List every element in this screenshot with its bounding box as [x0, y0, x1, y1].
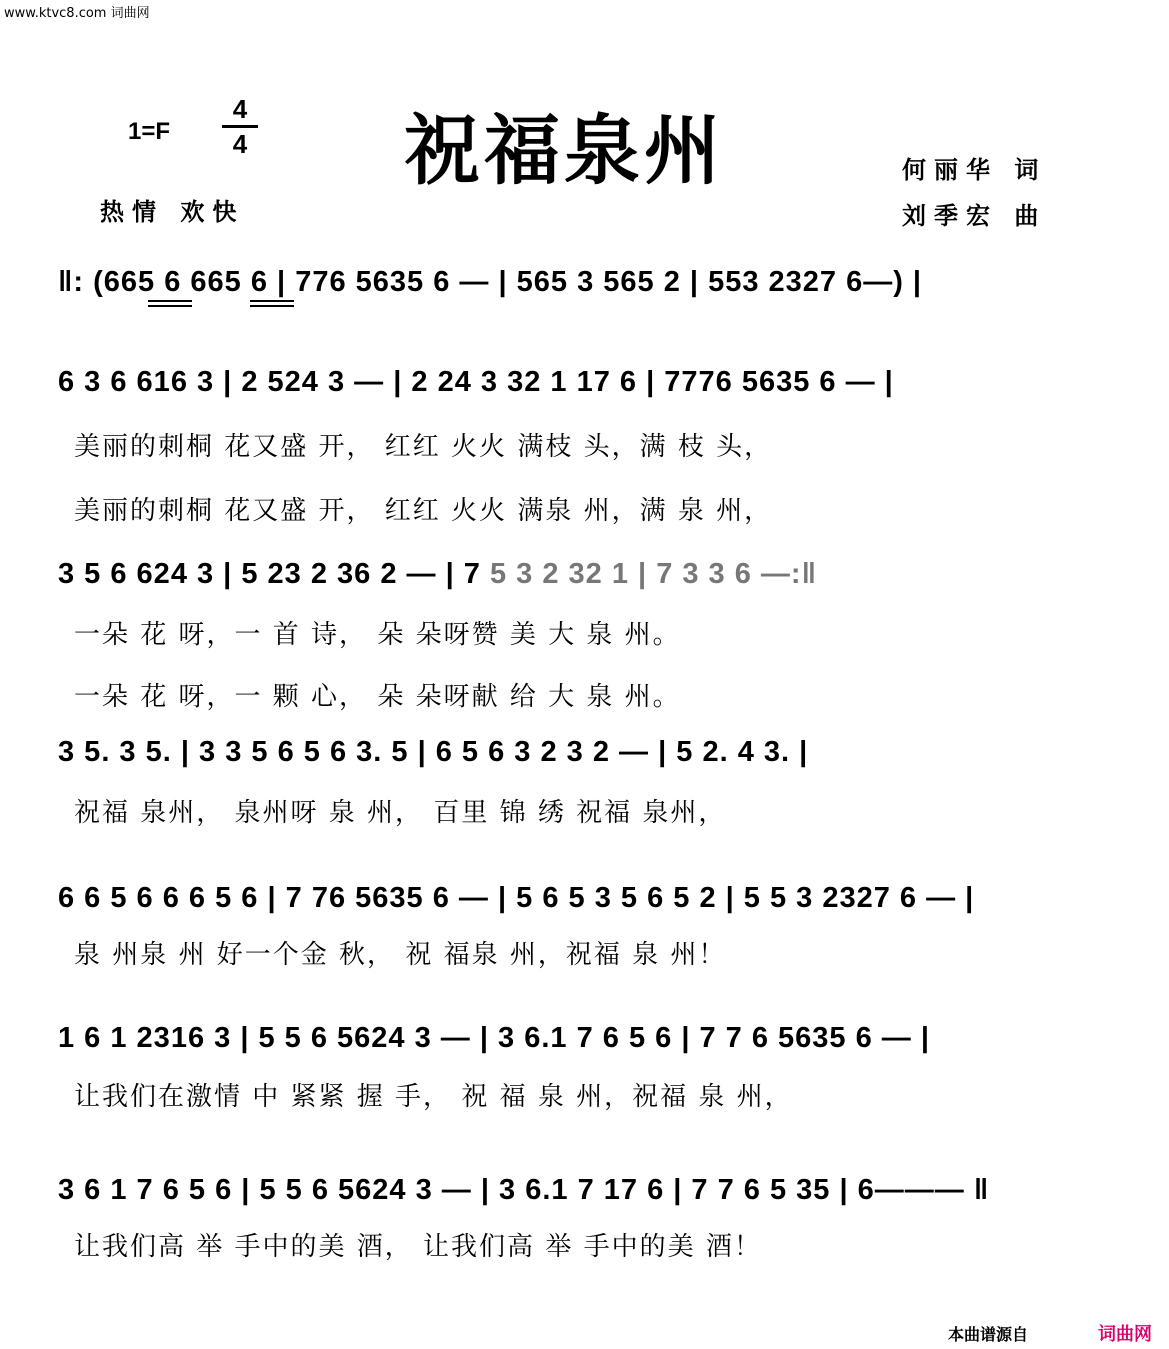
- time-sig-bottom: 4: [232, 129, 248, 159]
- song-title: 祝福泉州: [404, 106, 724, 195]
- tempo-marking: 热情 欢快: [100, 198, 245, 226]
- system-2-notes: 3 5 6 624 3 | 5 23 2 36 2 — | 7: [58, 558, 481, 590]
- system-6-lyrics: 让我们高 举 手中的美 酒， 让我们高 举 手中的美 酒！: [74, 1232, 762, 1262]
- footer-source-label: 本曲谱源自: [948, 1325, 1029, 1344]
- system-3-lyrics: 祝福 泉州， 泉州呀 泉 州， 百里 锦 绣 祝福 泉州，: [74, 798, 727, 828]
- system-1-notation: 6 3 6 616 3 | 2 524 3 — | 2 24 3 32 1 17 6 | 7776 5635 6 — |: [58, 366, 894, 398]
- system-1-lyrics-verse-1: 美丽的刺桐 花又盛 开， 红红 火火 满枝 头，满 枝 头，: [74, 432, 773, 462]
- system-6-notation: 3 6 1 7 6 5 6 | 5 5 6 5624 3 — | 3 6.1 7 17 6 | 7 7 6 5 35 | 6——— ‖: [58, 1174, 990, 1206]
- beam-underline: [250, 305, 294, 307]
- system-3-notation: 3 5. 3 5. | 3 3 5 6 5 6 3. 5 | 6 5 6 3 2 3 2 — | 5 2. 4 3. |: [58, 736, 809, 768]
- system-5-notation: 1 6 1 2316 3 | 5 5 6 5624 3 — | 3 6.1 7 6 5 6 | 7 7 6 5635 6 — |: [58, 1022, 930, 1054]
- time-signature: [222, 96, 258, 157]
- intro-notation: ‖: (665 6 665 6 | 776 5635 6 — | 565 3 565 2 | 553 2327 6—) |: [58, 266, 923, 298]
- system-2-lyrics-verse-1: 一朵 花 呀，一 首 诗， 朵 朵呀赞 美 大 泉 州。: [74, 620, 681, 650]
- system-4-notation: 6 6 5 6 6 6 5 6 | 7 76 5635 6 — | 5 6 5 3 5 6 5 2 | 5 5 3 2327 6 — |: [58, 882, 975, 914]
- beam-underline: [148, 300, 192, 302]
- system-2-notation: [58, 558, 1118, 591]
- system-2-lyrics-verse-2: 一朵 花 呀，一 颗 心， 朵 朵呀献 给 大 泉 州。: [74, 682, 681, 712]
- lyricist-credit: 何丽华 词: [902, 156, 1047, 184]
- beam-underline: [250, 300, 294, 302]
- key-signature: 1=F: [128, 118, 171, 145]
- system-1-lyrics-verse-2: 美丽的刺桐 花又盛 开， 红红 火火 满泉 州，满 泉 州，: [74, 496, 773, 526]
- system-2-notes-faded: 5 3 2 32 1 | 7 3 3 6 —:‖: [480, 558, 818, 590]
- time-sig-bar: [222, 125, 258, 128]
- composer-credit: 刘季宏 曲: [902, 202, 1047, 230]
- time-sig-top: 4: [232, 94, 248, 124]
- beam-underline: [148, 305, 192, 307]
- site-url-caption[interactable]: www.ktvc8.com 词曲网: [4, 6, 150, 21]
- system-5-lyrics: 让我们在激情 中 紧紧 握 手， 祝 福 泉 州，祝福 泉 州，: [74, 1082, 793, 1112]
- system-4-lyrics: 泉 州泉 州 好一个金 秋， 祝 福泉 州，祝福 泉 州！: [74, 940, 727, 970]
- footer-logo[interactable]: 词曲网: [1098, 1324, 1152, 1345]
